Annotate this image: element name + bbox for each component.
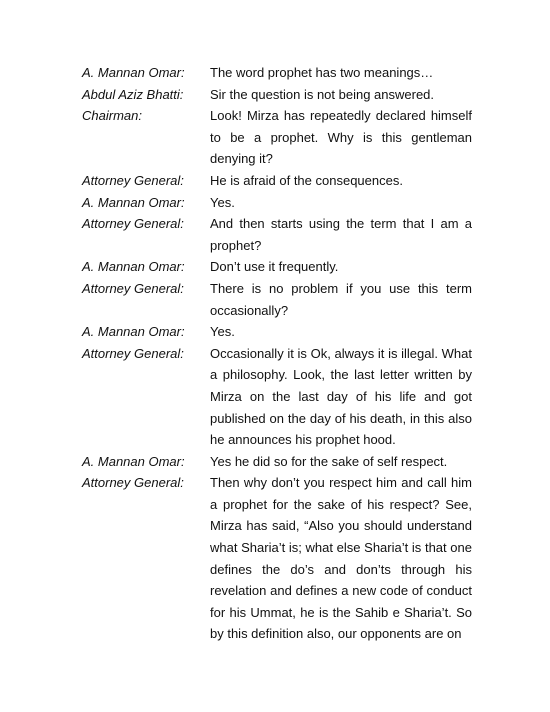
speaker-name: Attorney General: <box>82 172 184 188</box>
speech-text: Sir the question is not being answered. <box>210 86 435 102</box>
speaker-name: Abdul Aziz Bhatti: <box>82 86 184 102</box>
speech-text: The word prophet has two meanings… <box>210 65 434 80</box>
speech-text: And then starts using the term that I am a prophet? <box>210 216 472 253</box>
transcript-entry <box>82 321 472 343</box>
transcript-entry <box>82 343 472 451</box>
speaker-name: A. Mannan Omar: <box>82 259 185 275</box>
speech-text: Then why don’t you respect him and call him a prophet for the sake of his respect? See, Mirza has said, “Also you should understand what Sharia’t is; what else Sharia’t is that one defines the do’s and don’ts through his revelation and defines a new code of conduct for his Ummat, he is the Sahib e Sharia’t. So by this definition also, our opponents are on <box>210 475 472 642</box>
transcript-entry <box>82 84 472 106</box>
speaker-name: A. Mannan Omar: <box>82 453 185 469</box>
transcript <box>82 62 472 645</box>
speaker-name: Attorney General: <box>82 345 184 361</box>
transcript-entry <box>82 62 472 84</box>
speech-text: Yes he did so for the sake of self respect. <box>210 453 448 469</box>
transcript-entry <box>82 170 472 192</box>
speech-text: Don’t use it frequently. <box>210 259 339 275</box>
speaker-name: A. Mannan Omar: <box>82 65 185 80</box>
speaker-name: Attorney General: <box>82 475 184 491</box>
transcript-entry <box>82 192 472 214</box>
speech-text: Look! Mirza has repeatedly declared himself to be a prophet. Why is this gentleman denying it? <box>210 108 472 167</box>
transcript-entry <box>82 278 472 321</box>
speaker-name: Attorney General: <box>82 216 184 232</box>
speech-text: Yes. <box>210 194 235 210</box>
speech-text: He is afraid of the consequences. <box>210 172 403 188</box>
speech-text: Occasionally it is Ok, always it is illegal. What a philosophy. Look, the last letter written by Mirza on the last day of his life and got published on the day of his death, in this also he announces his prophet hood. <box>210 345 472 448</box>
transcript-entry <box>82 256 472 278</box>
transcript-entry <box>82 451 472 473</box>
transcript-entry <box>82 472 472 645</box>
speaker-name: A. Mannan Omar: <box>82 194 185 210</box>
transcript-entry <box>82 213 472 256</box>
speaker-name: Chairman: <box>82 108 142 124</box>
speech-text: There is no problem if you use this term occasionally? <box>210 280 472 318</box>
speech-text: Yes. <box>210 324 235 340</box>
transcript-entry <box>82 105 472 170</box>
speaker-name: A. Mannan Omar: <box>82 324 185 340</box>
speaker-name: Attorney General: <box>82 280 184 296</box>
